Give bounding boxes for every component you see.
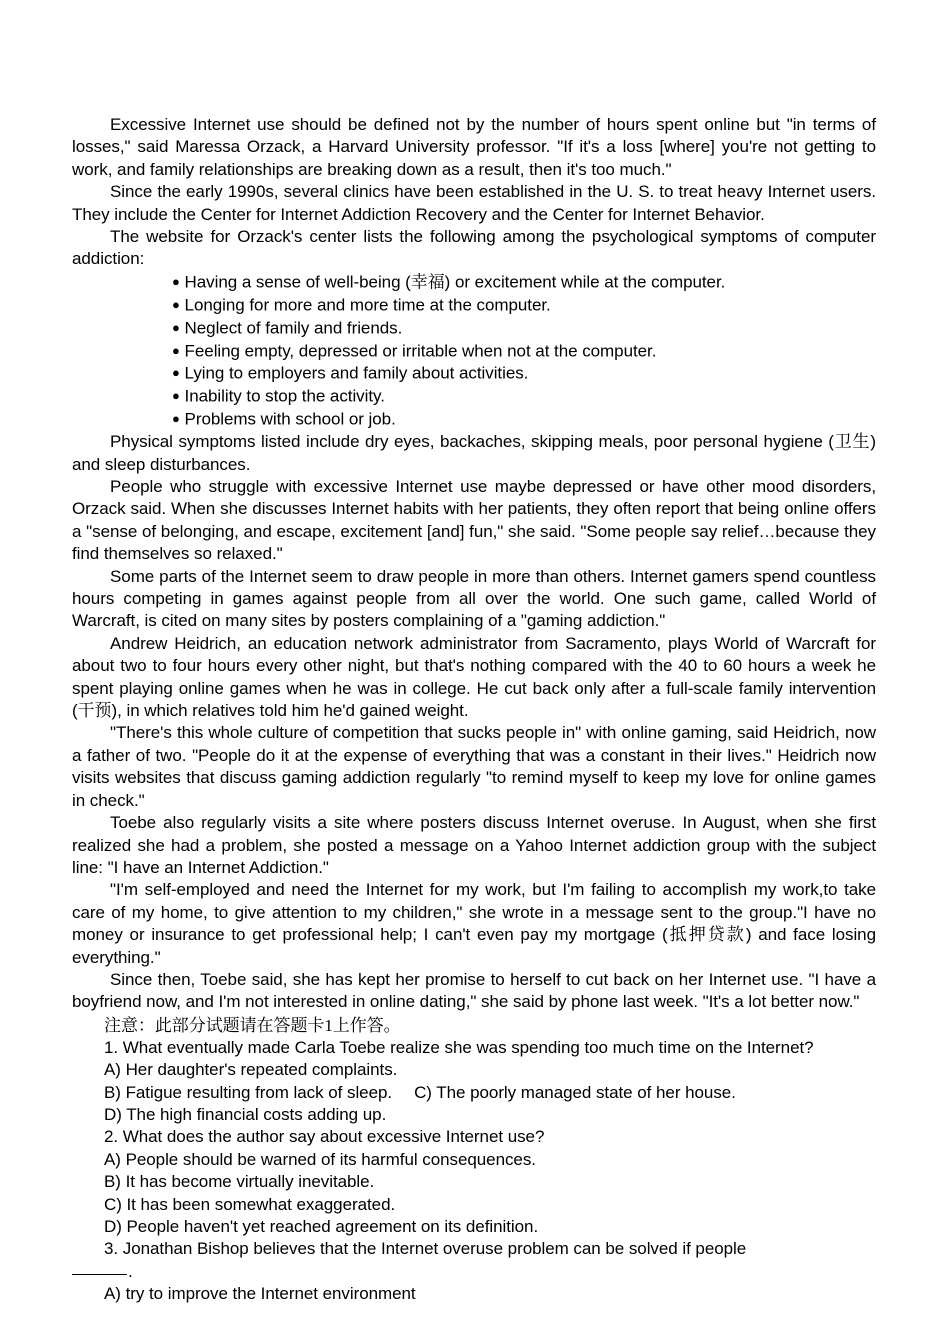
paragraph-culture-of-competition: "There's this whole culture of competition that sucks people in" with online gaming, said Heidrich, now a father of two. "People do it at the expense of everything that was a constant in their lives." Heidrich now visits websites that discuss gaming addiction regularly "to remind myself to keep my love for online games in check." xyxy=(72,723,876,810)
paragraph-toebe-yahoo-group: Toebe also regularly visits a site where posters discuss Internet overuse. In August, when she first realized she had a problem, she posted a message on a Yahoo Internet addiction group with the subject line: "I have an Internet Addiction." xyxy=(72,813,876,877)
bullet-icon: ● xyxy=(172,296,180,312)
question-1-option-b[interactable]: B) Fatigue resulting from lack of sleep. xyxy=(104,1082,393,1102)
question-3-stem-suffix: . xyxy=(128,1261,133,1281)
document-body xyxy=(72,114,876,1306)
question-1-options-b-c[interactable] xyxy=(72,1082,876,1104)
question-1-option-a[interactable]: A) Her daughter's repeated complaints. xyxy=(104,1060,398,1080)
question-1-stem: 1. What eventually made Carla Toebe realize she was spending too much time on the Internet? xyxy=(104,1037,814,1057)
paragraph-internet-gamers: Some parts of the Internet seem to draw people in more than others. Internet gamers spend countless hours competing in games against people from all over the world. One such game, called World of Warcraft, is cited on many sites by posters complaining of a "gaming addiction." xyxy=(72,566,876,631)
question-1-option-c[interactable]: C) The poorly managed state of her house. xyxy=(414,1082,736,1102)
list-item xyxy=(72,294,876,317)
list-item-label: Problems with school or job. xyxy=(184,409,396,429)
bullet-icon: ● xyxy=(172,319,180,335)
paragraph-physical-symptoms: Physical symptoms listed include dry eyes, backaches, skipping meals, poor personal hygiene (卫生) and sleep disturbances. xyxy=(72,432,876,474)
question-2-option-d[interactable]: D) People haven't yet reached agreement on its definition. xyxy=(104,1217,539,1236)
paragraph-excessive-internet-use: Excessive Internet use should be defined not by the number of hours spent online but "in terms of losses," said Maressa Orzack, a Harvard University professor. "If it's a loss [where] you're not getting to work, and family relationships are breaking down as a result, then it's too much." xyxy=(72,115,876,179)
list-item xyxy=(72,408,876,431)
list-item xyxy=(72,340,876,363)
list-item xyxy=(72,362,876,385)
list-item-label: Inability to stop the activity. xyxy=(184,386,385,406)
paragraph-mood-disorders: People who struggle with excessive Internet use maybe depressed or have other mood disorders, Orzack said. When she discusses Internet habits with her patients, they often report that being online offers a "sense of belonging, and escape, excitement [and] fun," she said. "Some people say relief…because they find themselves so relaxed." xyxy=(72,477,876,564)
paragraph-website-symptoms-intro: The website for Orzack's center lists the following among the psychological symptoms of computer addiction: xyxy=(72,227,876,269)
list-item xyxy=(72,385,876,408)
paragraph-toebe-promise: Since then, Toebe said, she has kept her promise to herself to cut back on her Internet use. "I have a boyfriend now, and I'm not interested in online dating," she said by phone last week. "It's a lot better now." xyxy=(72,969,876,1012)
question-2-option-b[interactable]: B) It has become virtually inevitable. xyxy=(104,1172,375,1192)
question-2-option-a[interactable]: A) People should be warned of its harmful consequences. xyxy=(104,1149,536,1169)
question-3-answer-blank xyxy=(72,1261,876,1283)
list-item xyxy=(72,271,876,294)
list-item-label: Neglect of family and friends. xyxy=(184,318,403,338)
bullet-icon: ● xyxy=(172,388,180,404)
paragraph-andrew-heidrich: Andrew Heidrich, an education network administrator from Sacramento, plays World of Warcraft for about two to four hours every other night, but that's nothing compared with the 40 to 60 hours a week he spent playing online games when he was in college. He cut back only after a full-scale family intervention (干预), in which relatives told him he'd gained weight. xyxy=(72,633,876,721)
question-3-option-a[interactable]: A) try to improve the Internet environment xyxy=(104,1284,416,1304)
bullet-icon: ● xyxy=(172,365,180,381)
list-item-label: Lying to employers and family about activities. xyxy=(184,363,529,383)
list-item xyxy=(72,317,876,340)
blank-underline xyxy=(72,1274,127,1275)
paragraph-clinics-established: Since the early 1990s, several clinics have been established in the U. S. to treat heavy Internet users. They include the Center for Internet Addiction Recovery and the Center for Internet Behavior. xyxy=(72,182,876,224)
bullet-icon: ● xyxy=(172,411,180,427)
question-3-stem: 3. Jonathan Bishop believes that the Internet overuse problem can be solved if people xyxy=(104,1239,747,1259)
bullet-icon: ● xyxy=(172,342,180,358)
question-2-option-c[interactable]: C) It has been somewhat exaggerated. xyxy=(104,1194,396,1214)
question-2-stem: 2. What does the author say about excessive Internet use? xyxy=(104,1127,545,1147)
question-1-option-d[interactable]: D) The high financial costs adding up. xyxy=(104,1104,387,1124)
list-item-label: Having a sense of well-being (幸福) or excitement while at the computer. xyxy=(184,272,726,292)
bullet-icon: ● xyxy=(172,273,180,289)
psychological-symptoms-list xyxy=(72,271,876,431)
list-item-label: Feeling empty, depressed or irritable when not at the computer. xyxy=(184,341,657,361)
paragraph-self-employed-message: "I'm self-employed and need the Internet for my work, but I'm failing to accomplish my work,to take care of my home, to give attention to my children," she wrote in a message sent to the group."I have no money or insurance to get professional help; I can't even pay my mortgage (抵押贷款) and face losing everything." xyxy=(72,880,876,967)
list-item-label: Longing for more and more time at the computer. xyxy=(184,295,551,315)
exam-note-line: 注意：此部分试题请在答题卡1上作答。 xyxy=(104,1015,401,1035)
